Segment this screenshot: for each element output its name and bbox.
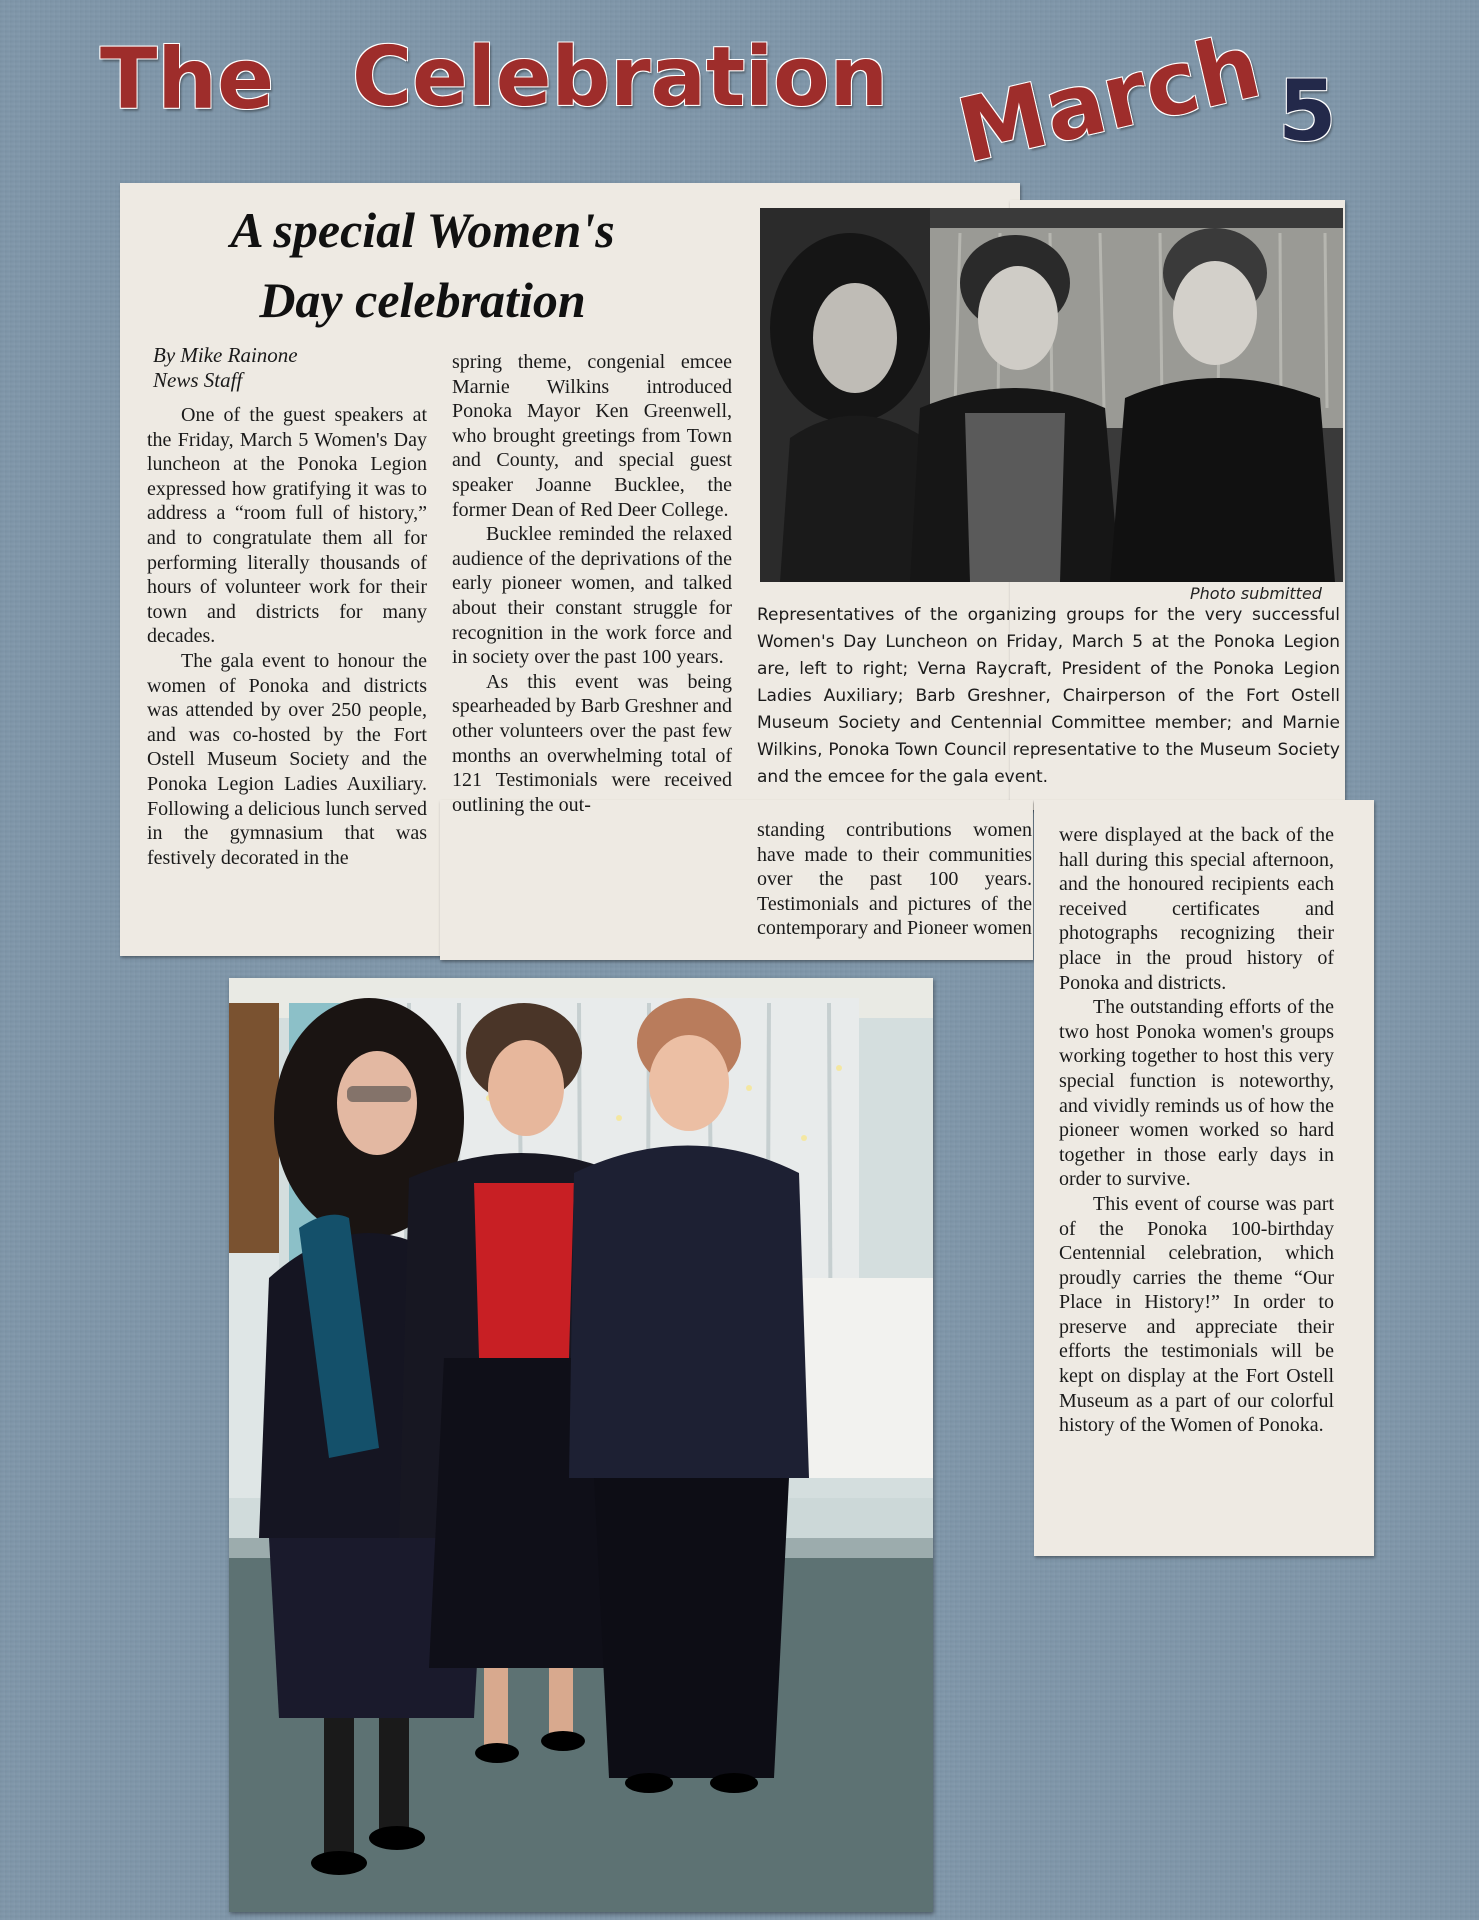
article-column-1	[147, 403, 427, 870]
title-word-the	[100, 30, 274, 128]
article-byline	[153, 343, 298, 393]
paragraph: The gala event to honour the women of Ponoka and districts was attended by over 250 people, and was co-hosted by the Fort Ostell Museum Society and the Ponoka Legion Ladies Auxiliary. Following a delicious lunch served in the gymnasium that was festively decorated in the	[147, 649, 427, 869]
newspaper-photo	[760, 208, 1343, 582]
paragraph: One of the guest speakers at the Friday, March 5 Women's Day luncheon at the Ponoka Legion expressed how gratifying it was to address a “room full of history,” and to congratulate them all for performing literally thousands of hours of volunteer work for their town and districts for many decades.	[147, 404, 427, 648]
title-word-celebration	[352, 30, 888, 125]
paragraph: This event of course was part of the Ponoka 100-birthday Centennial celebration, which proudly carries the theme “Our Place in History!” In order to preserve and appreciate their efforts the testimonials will be kept on display at the Fort Ostell Museum as a part of our colorful history of the Women of Ponoka.	[1059, 1192, 1334, 1437]
sticker-letters: The	[100, 30, 275, 128]
article-column-4	[1059, 823, 1334, 1438]
article-column-2	[452, 350, 732, 817]
paragraph: As this event was being spearheaded by Barb Greshner and other volunteers over the past few months an overwhelming total of 121 Testimonials were received outlining the out-	[452, 670, 732, 816]
byline-author: By Mike Rainone	[153, 343, 298, 367]
color-photograph	[229, 978, 933, 1912]
byline-role: News Staff	[153, 368, 243, 392]
headline-line: A special Women's	[230, 202, 615, 258]
title-word-five	[1278, 62, 1336, 160]
paragraph: Bucklee reminded the relaxed audience of the deprivations of the early pioneer women, and talked about their constant struggle for recognition in the work force and in society over the past 100 years.	[452, 523, 732, 669]
three-women-bw-photo	[760, 208, 1343, 582]
title-word-march	[949, 14, 1270, 183]
paragraph: The outstanding efforts of the two host Ponoka women's groups working together to host this very special function is noteworthy, and vividly reminds us of how the pioneer women worked so hard together in those early days in order to survive.	[1059, 996, 1334, 1191]
sticker-letters: Celebration	[352, 30, 889, 125]
sticker-letters: March	[948, 13, 1270, 183]
page-title	[0, 0, 1479, 200]
photo-credit: Photo submitted	[1190, 584, 1322, 603]
photo-caption: Representatives of the organizing groups for the very successful Women's Day Luncheon on Friday, March 5 at the Ponoka Legion are, left to right; Verna Raycraft, President of the Ponoka Legion Ladies Auxiliary; Barb Greshner, Chairperson of the Fort Ostell Museum Society and Centennial Committee member; and Marnie Wilkins, Ponoka Town Council representative to the Museum Society and the emcee for the gala event.	[757, 605, 1340, 787]
article-headline	[120, 195, 725, 335]
paragraph: standing contributions women have made to their communities over the past 100 years. Testimonials and pictures of the contemporary and Pioneer women	[757, 819, 1032, 940]
headline-line: Day celebration	[259, 272, 586, 328]
sticker-letters: 5	[1278, 62, 1337, 160]
three-women-color-photo	[229, 978, 933, 1912]
paragraph: were displayed at the back of the hall during this special afternoon, and the honoured recipients each received certificates and photographs recognizing their place in the proud history of Ponoka and districts.	[1059, 824, 1334, 994]
article-column-3	[757, 818, 1032, 941]
paragraph: spring theme, congenial emcee Marnie Wilkins introduced Ponoka Mayor Ken Greenwell, who brought greetings from Town and County, and special guest speaker Joanne Bucklee, the former Dean of Red Deer College.	[452, 351, 732, 521]
